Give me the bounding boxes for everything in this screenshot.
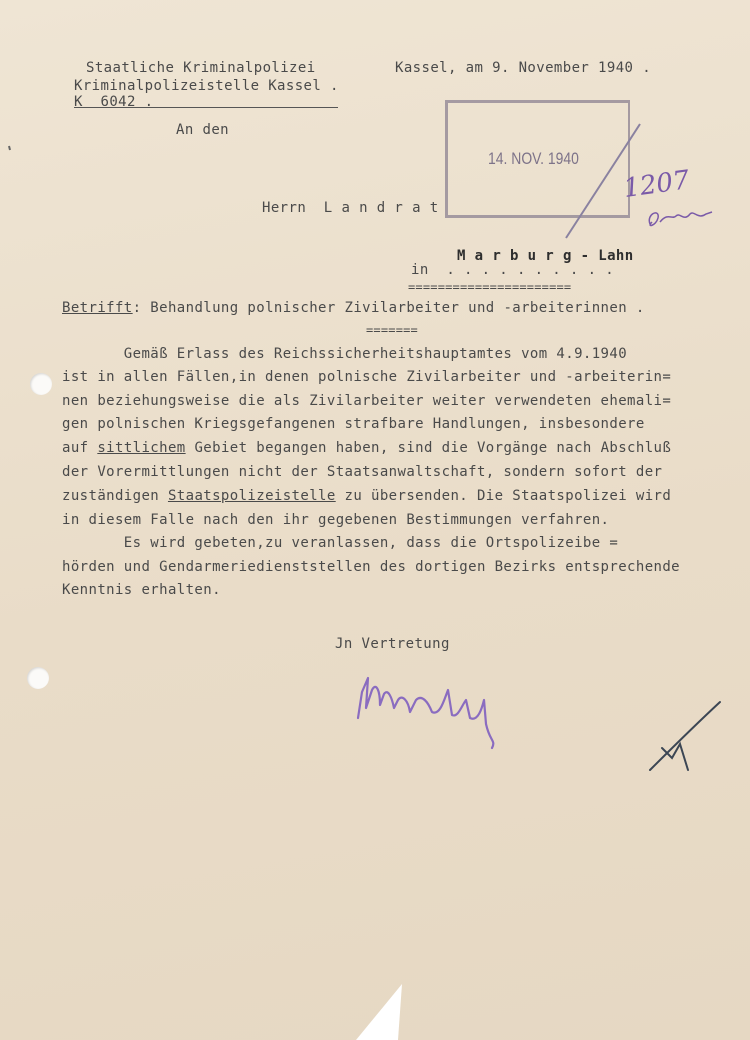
margin-mark <box>9 146 10 150</box>
subject-label: Betrifft <box>62 300 133 316</box>
body-line: Kenntnis erhalten. <box>62 582 221 598</box>
recipient-title: Herrn L a n d r a t <box>262 200 439 216</box>
body-line-pre: zuständigen <box>62 488 168 504</box>
body-line: nen beziehungsweise die als Zivilarbeiter weiter verwendeten ehemali= <box>62 393 672 409</box>
body-line: der Vorermittlungen nicht der Staatsanwaltschaft, sondern sofort der <box>62 464 663 480</box>
recipient-in-line: in . . . . . . . . . . <box>411 262 615 278</box>
date-line: Kassel, am 9. November 1940 . <box>395 60 652 76</box>
salutation-prefix: An den <box>176 122 229 138</box>
underlined-word: Staatspolizeistelle <box>167 488 336 504</box>
body-line: Es wird gebeten,zu veranlassen, dass die Ortspolizeibe = <box>62 535 619 551</box>
body-line: in diesem Falle nach den ihr gegebenen Bestimmungen verfahren. <box>62 512 610 528</box>
letterhead-agency: Staatliche Kriminalpolizei <box>86 60 316 76</box>
letterhead-office: Kriminalpolizeistelle Kassel . <box>74 78 339 94</box>
subject-double-underline: ======= <box>366 323 418 337</box>
recipient-double-underline: ====================== <box>408 280 572 294</box>
punch-hole <box>27 667 49 689</box>
body-line-post: Gebiet begangen haben, sind die Vorgänge nach Abschluß <box>185 440 672 456</box>
body-line-post: zu übersenden. Die Staatspolizei wird <box>335 488 672 504</box>
handwritten-number: 1207 <box>621 165 692 205</box>
paraph-mark <box>650 702 720 770</box>
signature <box>358 678 493 748</box>
recipient-city: M a r b u r g - Lahn <box>457 248 634 264</box>
body-line: gen polnischen Kriegsgefangenen strafbare Handlungen, insbesondere <box>62 416 645 432</box>
punch-hole <box>30 373 52 395</box>
closing-text: Jn Vertretung <box>335 636 450 652</box>
stamp-date: 14. NOV. 1940 <box>488 149 579 168</box>
reference-number: K 6042 . <box>74 94 154 110</box>
body-line-pre: auf <box>62 440 98 456</box>
torn-corner <box>356 984 402 1040</box>
body-line: ist in allen Fällen,in denen polnische Zivilarbeiter und -arbeiterin= <box>62 369 672 385</box>
handwritten-initials <box>649 212 712 225</box>
body-line: Gemäß Erlass des Reichssicherheitshauptamtes vom 4.9.1940 <box>62 346 628 362</box>
subject-text: : Behandlung polnischer Zivilarbeiter und -arbeiterinnen . <box>132 300 645 316</box>
body-line: hörden und Gendarmeriedienststellen des dortigen Bezirks entsprechende <box>62 559 681 575</box>
underlined-word: sittlichem <box>97 440 186 456</box>
